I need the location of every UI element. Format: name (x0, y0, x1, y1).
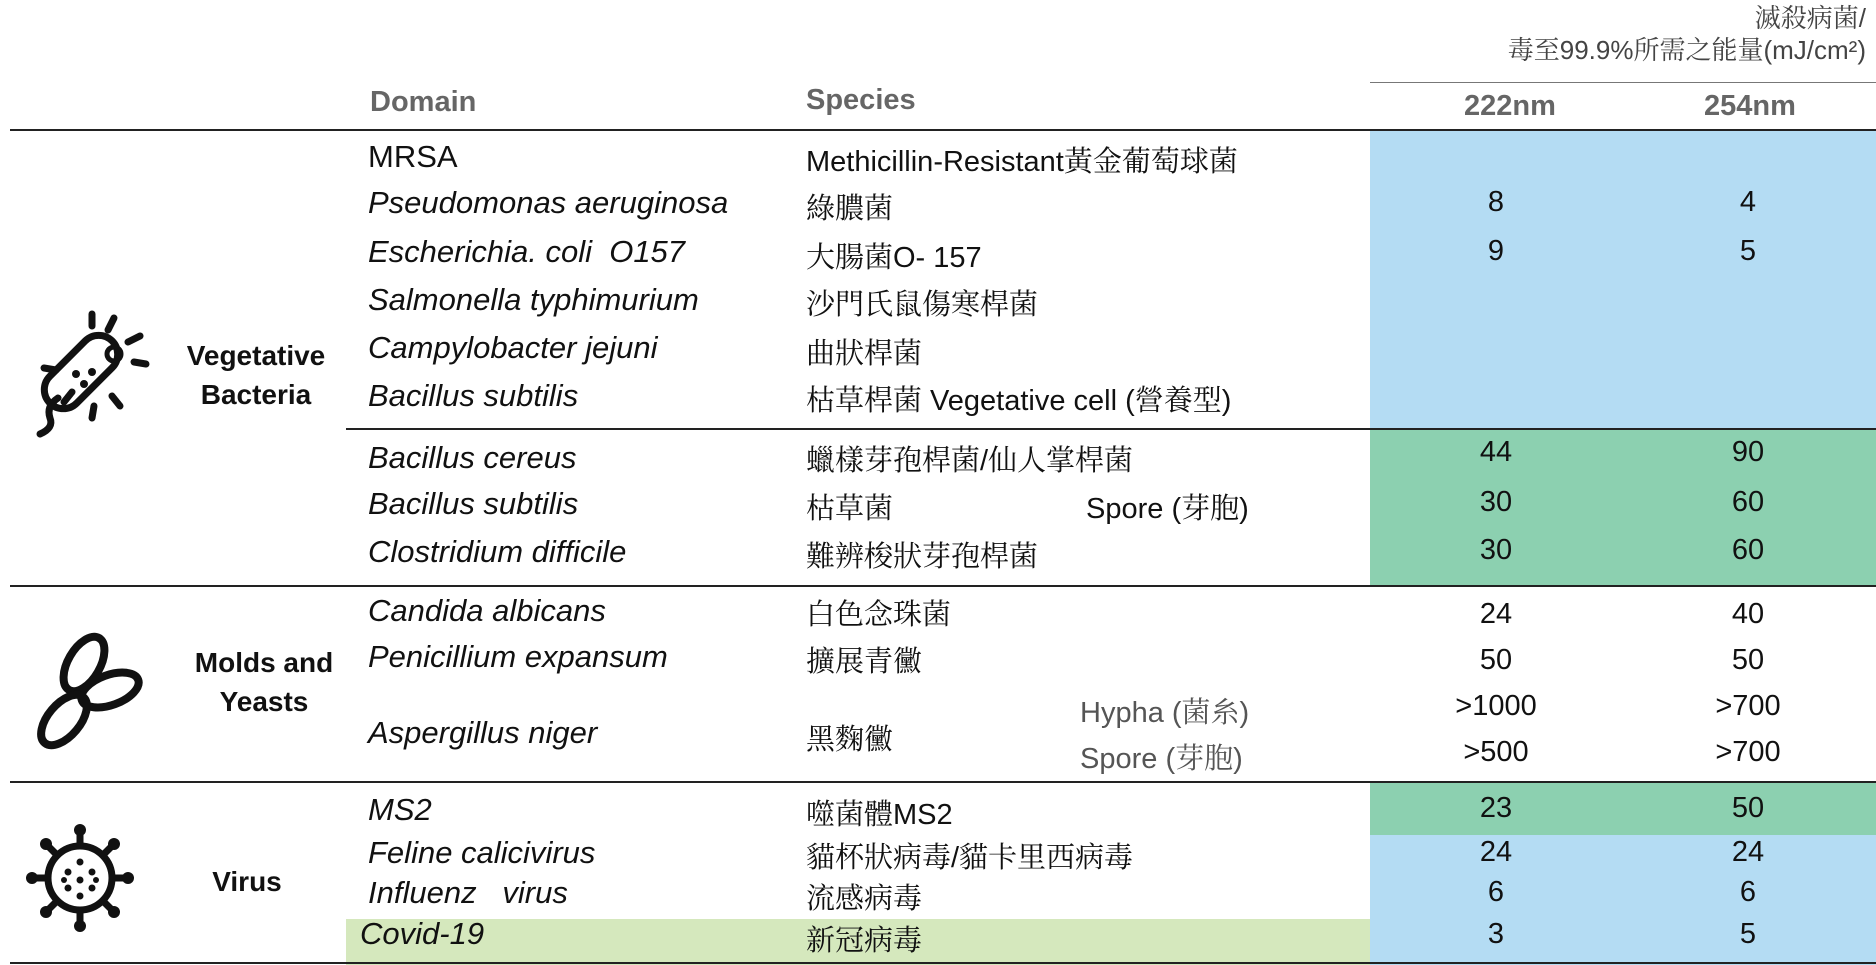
value-254: >700 (1715, 690, 1781, 722)
species-name: Bacillus subtilis (368, 486, 579, 521)
value-222: 8 (1487, 186, 1505, 218)
species-zh: 難辨梭狀芽孢桿菌 (806, 541, 1039, 573)
species-name: Feline calicivirus (368, 835, 596, 870)
form-label-spore: Spore (芽胞) (1080, 743, 1243, 775)
rule-molds (10, 585, 1876, 587)
species-name: Escherichia. coli O157 (368, 234, 686, 269)
value-222: 44 (1479, 436, 1513, 468)
group-molds-yeasts: Molds and Yeasts (194, 647, 334, 717)
species-zh: 黑麴黴 (806, 724, 894, 756)
value-254: 5 (1739, 918, 1757, 950)
yeast-icon (26, 628, 146, 753)
species-name: MRSA (368, 139, 458, 174)
header-divider (1370, 82, 1876, 83)
value-222: 6 (1487, 876, 1505, 908)
species-name: Penicillium expansum (368, 639, 668, 674)
value-222: >1000 (1455, 690, 1537, 722)
species-name: Covid-19 (360, 916, 485, 951)
species-zh: 枯草桿菌 Vegetative cell (營養型) (806, 385, 1232, 417)
value-254: 60 (1731, 486, 1765, 518)
value-254: 5 (1739, 235, 1757, 267)
col-header-222: 222nm (1464, 90, 1556, 122)
col-header-domain: Domain (370, 86, 477, 118)
species-name: Influenz virus (368, 875, 568, 910)
species-zh: Methicillin-Resistant黃金葡萄球菌 (806, 146, 1238, 178)
value-222: 23 (1479, 792, 1513, 824)
species-zh: 擴展青黴 (806, 646, 923, 678)
value-254: 6 (1739, 876, 1757, 908)
rule-top (10, 129, 1876, 131)
col-header-species: Species (806, 84, 916, 116)
species-name: Candida albicans (368, 593, 606, 628)
species-name: Salmonella typhimurium (368, 282, 699, 317)
species-name: Pseudomonas aeruginosa (368, 185, 729, 220)
group-vegetative-bacteria: Vegetative Bacteria (186, 340, 326, 410)
shade-vegetative (1370, 131, 1876, 429)
species-zh: 新冠病毒 (806, 925, 923, 957)
value-222: 24 (1479, 836, 1513, 868)
species-name: Bacillus subtilis (368, 378, 579, 413)
species-name: Bacillus cereus (368, 440, 577, 475)
value-222: 24 (1479, 598, 1513, 630)
value-254: 40 (1731, 598, 1765, 630)
rule-bottom (10, 962, 1876, 964)
value-222: 3 (1487, 918, 1505, 950)
group-virus: Virus (212, 866, 282, 897)
rule-spores (346, 428, 1876, 430)
species-zh: 枯草菌 (806, 493, 894, 525)
value-222: 30 (1479, 486, 1513, 518)
value-222: >500 (1463, 736, 1529, 768)
rule-virus (10, 781, 1876, 783)
species-zh: 貓杯狀病毒/貓卡里西病毒 (806, 842, 1134, 874)
species-name: MS2 (368, 792, 432, 827)
species-name: Clostridium difficile (368, 534, 627, 569)
bacteria-icon (28, 310, 158, 440)
species-zh: 白色念珠菌 (806, 599, 952, 631)
species-zh: 噬菌體MS2 (806, 799, 953, 831)
species-zh: 綠膿菌 (806, 193, 894, 225)
species-zh: 大腸菌O- 157 (806, 242, 982, 274)
species-zh: 流感病毒 (806, 883, 923, 915)
virus-icon (24, 822, 136, 934)
value-254: >700 (1715, 736, 1781, 768)
value-222: 50 (1479, 644, 1513, 676)
species-zh: 蠟樣芽孢桿菌/仙人掌桿菌 (806, 445, 1134, 477)
value-254: 60 (1731, 534, 1765, 566)
value-254: 90 (1731, 436, 1765, 468)
species-zh: 沙門氏鼠傷寒桿菌 (806, 289, 1039, 321)
unit-line-1: 滅殺病菌/ (1754, 3, 1866, 33)
value-254: 50 (1731, 644, 1765, 676)
unit-line-2: 毒至99.9%所需之能量(mJ/cm²) (1507, 35, 1866, 65)
value-254: 24 (1731, 836, 1765, 868)
value-254: 50 (1731, 792, 1765, 824)
value-254: 4 (1739, 186, 1757, 218)
form-label: Spore (芽胞) (1086, 493, 1249, 525)
value-222: 9 (1487, 235, 1505, 267)
col-header-254: 254nm (1704, 90, 1796, 122)
value-222: 30 (1479, 534, 1513, 566)
species-zh: 曲狀桿菌 (806, 338, 923, 370)
form-label-hypha: Hypha (菌糸) (1080, 697, 1250, 729)
species-name: Aspergillus niger (368, 715, 598, 750)
species-name: Campylobacter jejuni (368, 330, 658, 365)
